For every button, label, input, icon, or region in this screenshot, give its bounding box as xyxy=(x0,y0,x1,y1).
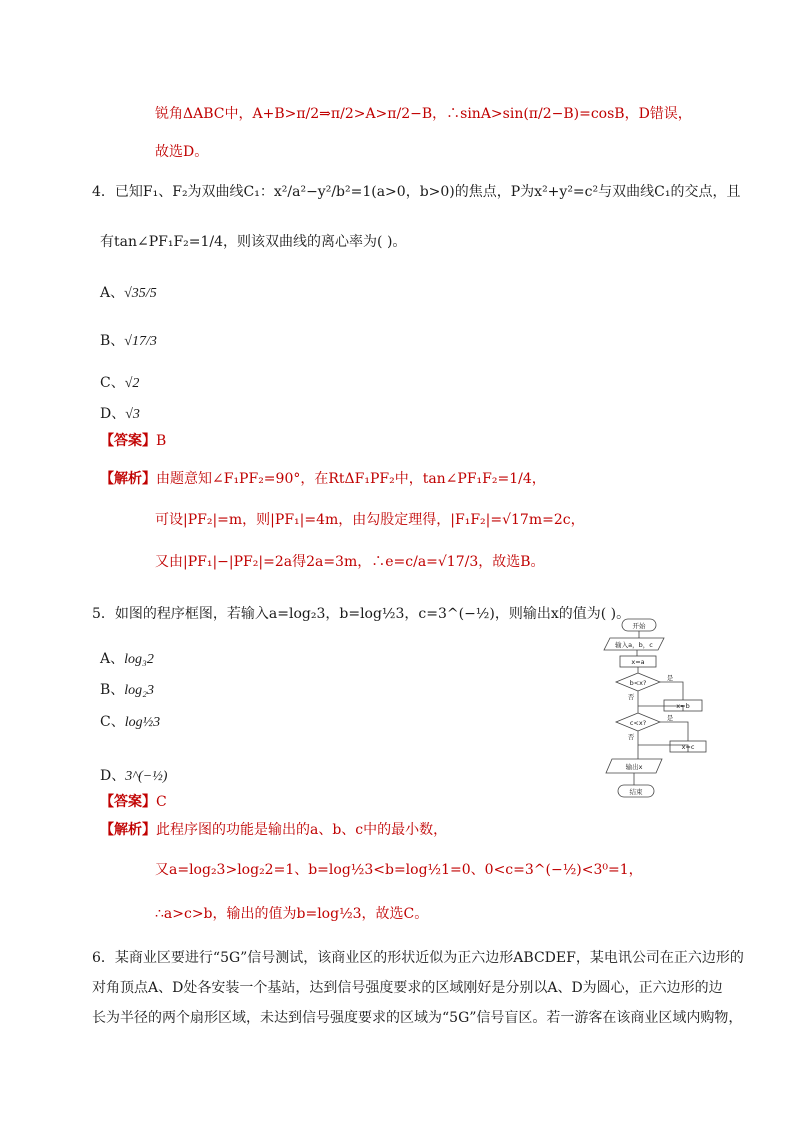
flow-no1-label: 否 xyxy=(627,693,635,701)
q5-analysis-line3: ∴a>c>b，输出的值为b=log½3，故选C。 xyxy=(155,906,429,922)
q4-option-d: D、√3 xyxy=(100,406,140,422)
q5-option-c: C、log½3 xyxy=(100,714,161,730)
q4-stem-line2: 有tan∠PF₁F₂=1/4，则该双曲线的离心率为( )。 xyxy=(100,234,407,250)
q3-analysis-line1 xyxy=(155,104,692,124)
flow-input-label: 输入a，b，c xyxy=(615,641,653,649)
q6-line3: 长为半径的两个扇形区域，未达到信号强度要求的区域为“5G”信号盲区。若一游客在该商业区域内购物， xyxy=(92,1010,743,1026)
q6-line1: 6．某商业区要进行“5G”信号测试，该商业区的形状近似为正六边形ABCDEF，某电讯公司在正六边形的 xyxy=(92,950,744,966)
q5-analysis-line1: 【解析】此程序图的功能是输出的a、b、c中的最小数， xyxy=(100,822,448,838)
q5-stem: 5．如图的程序框图，若输入a=log₂3，b=log½3，c=3^(−½)，则输出x的值为( )。 xyxy=(92,606,631,622)
q5-option-d: D、3^(−½) xyxy=(100,768,168,784)
flow-start-label: 开始 xyxy=(632,622,646,630)
q4-option-c: C、√2 xyxy=(100,375,140,391)
q4-option-b: B、√17/3 xyxy=(100,333,157,349)
q4-analysis-line1: 【解析】由题意知∠F₁PF₂=90°，在RtΔF₁PF₂中，tan∠PF₁F₂=1/4， xyxy=(100,471,546,487)
q4-analysis-line2: 可设|PF₂|=m，则|PF₁|=4m，由勾股定理得，|F₁F₂|=√17m=2c， xyxy=(155,512,585,528)
q5-option-a: A、log₃2 xyxy=(100,651,154,667)
flow-assign3-label: x=c xyxy=(681,743,695,751)
q3-conclusion: 故选D。 xyxy=(155,144,209,160)
flow-assign2-label: x=b xyxy=(676,702,690,710)
flow-yes2-label: 是 xyxy=(666,714,674,722)
flow-end-label: 结束 xyxy=(629,788,643,796)
q5-flowchart xyxy=(600,617,712,803)
flow-cond1-label: b<x? xyxy=(629,679,647,687)
q4-answer: 【答案】B xyxy=(100,433,167,449)
flow-output-label: 输出x xyxy=(625,763,643,771)
q5-analysis-line2: 又a=log₂3>log₂2=1、b=log½3<b=log½1=0、0<c=3^(−½)<3⁰=1， xyxy=(155,862,643,878)
flow-assign1-label: x=a xyxy=(631,658,645,666)
flow-yes1-label: 是 xyxy=(666,674,674,682)
q5-answer: 【答案】C xyxy=(100,794,167,810)
q3-analysis-text: 锐角ΔABC中，A+B>π/2⇒π/2>A>π/2−B，∴sinA>sin(π/2−B)=cosB，D错误， xyxy=(155,106,692,122)
flow-no2-label: 否 xyxy=(627,733,635,741)
flow-cond2-label: c<x? xyxy=(629,719,647,727)
q4-stem-line1: 4．已知F₁、F₂为双曲线C₁：x²/a²−y²/b²=1(a>0，b>0)的焦点，P为x²+y²=c²与双曲线C₁的交点，且 xyxy=(92,184,741,200)
q4-analysis-line3: 又由|PF₁|−|PF₂|=2a得2a=3m，∴e=c/a=√17/3，故选B。 xyxy=(155,554,545,570)
q4-option-a: A、√35/5 xyxy=(100,285,157,301)
q6-line2: 对角顶点A、D处各安装一个基站，达到信号强度要求的区域刚好是分别以A、D为圆心，正六边形的边 xyxy=(92,980,723,996)
q5-option-b: B、log₂3 xyxy=(100,682,155,698)
